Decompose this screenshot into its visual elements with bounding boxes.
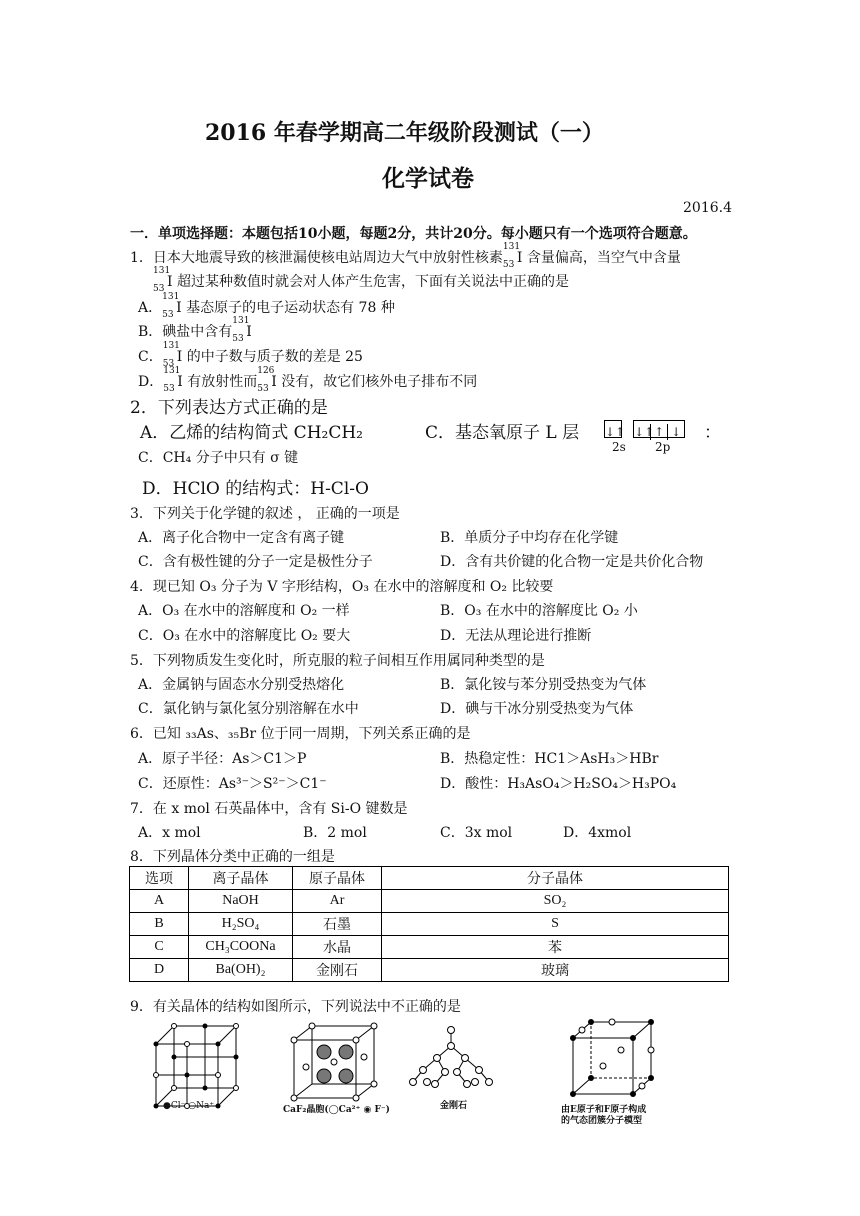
section-heading: 一．单项选择题：本题包括10小题，每题2分，共计20分。每小题只有一个选项符合题意。 (130, 226, 697, 242)
orbital-diagram (604, 418, 685, 438)
q2-option-c-label: C．基态氧原子 L 层 (425, 423, 580, 443)
q6-stem: 6．已知 ₃₃As、₃₅Br 位于同一周期，下列关系正确的是 (130, 726, 471, 742)
table-cell: SO₂ (382, 890, 729, 913)
table-cell: 金刚石 (293, 959, 382, 982)
diamond-structure-figure (405, 1024, 497, 1092)
q4-option-a: A．O₃ 在水中的溶解度和 O₂ 一样 (138, 603, 350, 619)
q7-option-b: B．2 mol (303, 825, 367, 841)
q4-option-b: B．O₃ 在水中的溶解度比 O₂ 小 (440, 603, 638, 619)
q5-option-b: B．氯化铵与苯分别受热变为气体 (440, 677, 647, 693)
q6-option-c: C．还原性：As³⁻＞S²⁻＞C1⁻ (138, 776, 327, 792)
page-subtitle: 化学试卷 (382, 165, 474, 192)
orbital-label-2p: 2p (655, 440, 671, 454)
orbital-label-2s: 2s (612, 440, 626, 454)
q3-option-d: D．含有共价键的化合物一定是共价化合物 (440, 554, 704, 570)
diamond-caption: 金刚石 (440, 1101, 468, 1111)
q6-option-d: D．酸性：H₃AsO₄＞H₂SO₄＞H₃PO₄ (440, 776, 677, 792)
table-cell: 石墨 (293, 913, 382, 936)
q3-option-c: C．含有极性键的分子一定是极性分子 (138, 554, 373, 570)
q3-option-a: A．离子化合物中一定含有离子键 (138, 530, 345, 546)
q2-option-c2: C．CH₄ 分子中只有 σ 键 (138, 450, 299, 466)
q2-option-d: D．HClO 的结构式：H-Cl-O (142, 479, 369, 499)
q1-option-c: C． 131 53 I 的中子数与质子数的差是 25 (138, 341, 363, 369)
q8-stem: 8．下列晶体分类中正确的一组是 (130, 849, 335, 865)
q5-option-a: A．金属钠与固态水分别受热熔化 (138, 677, 345, 693)
table-header-cell: 原子晶体 (293, 867, 382, 890)
q1-stem-line1: 1．日本大地震导致的核泄漏使核电站周边大气中放射性核素 131 53 I 含量偏高，当空气中含量 (130, 242, 681, 270)
orbital-2s-box: ↓↑ (604, 420, 622, 438)
cluster-molecule-figure (565, 1018, 659, 1098)
table-cell: D (130, 959, 189, 982)
q7-stem: 7．在 x mol 石英晶体中，含有 Si-O 键数是 (130, 801, 408, 817)
table-row (130, 890, 729, 913)
table-cell: NaOH (189, 890, 293, 913)
table-cell: CH₃COONa (189, 936, 293, 959)
nacl-caption: ●Cl⁻ ○Na⁺ (163, 1101, 215, 1111)
table-header-row (130, 867, 729, 890)
q1-option-b: B．碘盐中含有 131 53 I (138, 316, 252, 344)
table-header-cell: 分子晶体 (382, 867, 729, 890)
q7-option-d: D．4xmol (563, 825, 632, 841)
q1-stem-line2: 131 53 I 超过某种数值时就会对人体产生危害，下面有关说法中正确的是 (153, 266, 569, 294)
q5-option-c: C．氯化钠与氯化氢分别溶解在水中 (138, 701, 359, 717)
caf2-crystal-figure (288, 1022, 384, 1102)
page-title: 2016 年春学期高二年级阶段测试（一） (205, 120, 604, 146)
table-cell: Ba(OH)₂ (189, 959, 293, 982)
q6-option-a: A．原子半径：As＞C1＞P (138, 751, 307, 767)
q2-option-a: A．乙烯的结构简式 CH₂CH₂ (140, 423, 363, 443)
q7-option-c: C．3x mol (440, 825, 513, 841)
table-header-cell: 离子晶体 (189, 867, 293, 890)
q3-stem: 3．下列关于化学键的叙述 ， 正确的一项是 (130, 506, 400, 522)
table-cell: 水晶 (293, 936, 382, 959)
table-row (130, 959, 729, 982)
q5-option-d: D．碘与干冰分别受热变为气体 (440, 701, 634, 717)
cluster-caption-line1: 由E原子和F原子构成 (561, 1105, 647, 1115)
q2-stem: 2．下列表达方式正确的是 (130, 398, 328, 418)
table-cell: Ar (293, 890, 382, 913)
q4-stem: 4．现已知 O₃ 分子为 V 字形结构，O₃ 在水中的溶解度和 O₂ 比较要 (130, 579, 554, 595)
crystal-table (129, 866, 729, 982)
q4-option-d: D．无法从理论进行推断 (440, 628, 592, 644)
table-cell: A (130, 890, 189, 913)
cluster-caption-line2: 的气态团簇分子模型 (561, 1116, 643, 1126)
q1-option-a: A． 131 53 I 基态原子的电子运动状态有 78 种 (138, 292, 395, 320)
caf2-caption: CaF₂晶胞(◯Ca²⁺ ◉ F⁻) (283, 1105, 390, 1115)
q2-option-c-end: ： (704, 423, 721, 443)
q7-option-a: A．x mol (138, 825, 201, 841)
table-cell: C (130, 936, 189, 959)
table-cell: 玻璃 (382, 959, 729, 982)
q5-stem: 5．下列物质发生变化时，所克服的粒子间相互作用属同种类型的是 (130, 653, 545, 669)
table-row (130, 936, 729, 959)
q4-option-c: C．O₃ 在水中的溶解度比 O₂ 要大 (138, 628, 351, 644)
table-cell: S (382, 913, 729, 936)
orbital-2p-boxes: ↓↑↑ ↓ (633, 420, 685, 438)
q3-option-b: B．单质分子中均存在化学键 (440, 530, 619, 546)
table-cell: H₂SO₄ (189, 913, 293, 936)
table-cell: B (130, 913, 189, 936)
table-row (130, 913, 729, 936)
q9-stem: 9．有关晶体的结构如图所示，下列说法中不正确的是 (130, 999, 461, 1015)
q1-option-d: D． 131 53 I 有放射性而 126 53 I 没有，故它们核外电子排布不同 (138, 366, 478, 394)
q6-option-b: B．热稳定性：HC1＞AsH₃＞HBr (440, 751, 659, 767)
exam-date: 2016.4 (683, 200, 732, 216)
table-cell: 苯 (382, 936, 729, 959)
table-header-cell: 选项 (130, 867, 189, 890)
